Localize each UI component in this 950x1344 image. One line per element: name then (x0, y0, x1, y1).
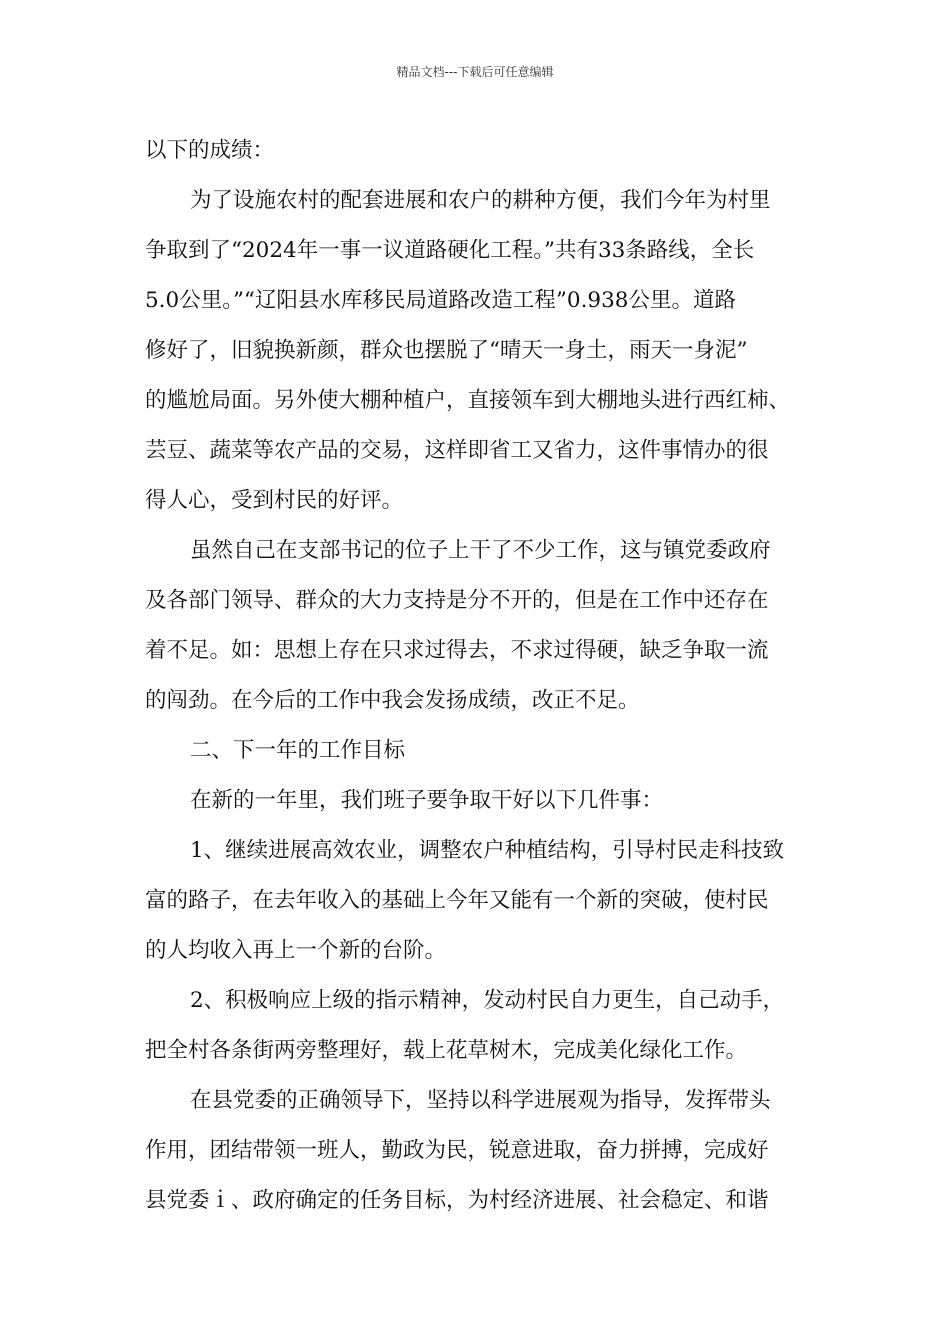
text-line: 的闯劲。在今后的工作中我会发扬成绩，改正不足。 (145, 688, 640, 713)
text-line: 在县党委的正确领导下，坚持以科学进展观为指导，发挥带头 (190, 1088, 771, 1113)
text-line: 以下的成绩： (145, 138, 275, 163)
text-line: 二、下一年的工作目标 (190, 738, 406, 763)
text-line: 的人均收入再上一个新的台阶。 (145, 938, 447, 963)
text-line: 1、继续进展高效农业，调整农户种植结构，引导村民走科技致 (190, 838, 785, 863)
text-line: 富的路子，在去年收入的基础上今年又能有一个新的突破，使村民 (145, 888, 769, 913)
text-line: 修好了，旧貌换新颜，群众也摆脱了“晴天一身土，雨天一身泥” (145, 338, 748, 363)
text-line: 的尴尬局面。另外使大棚种植户，直接领车到大棚地头进行西红柿、 (145, 388, 791, 413)
text-line: 虽然自己在支部书记的位子上干了不少工作，这与镇党委政府 (190, 538, 771, 563)
text-line: 得人心，受到村民的好评。 (145, 488, 404, 513)
text-line: 2、积极响应上级的指示精神，发动村民自力更生，自己动手， (190, 988, 785, 1013)
text-line: 把全村各条街两旁整理好，载上花草树木，完成美化绿化工作。 (145, 1038, 748, 1063)
page-header: 精品文档---下载后可任意编辑 (396, 65, 554, 79)
text-line: 为了设施农村的配套进展和农户的耕种方便，我们今年为村里 (190, 188, 771, 213)
text-line: 在新的一年里，我们班子要争取干好以下几件事： (190, 788, 664, 813)
text-line: 争取到了“2024年一事一议道路硬化工程。”共有33条路线，全长 (145, 238, 755, 263)
text-line: 芸豆、蔬菜等农产品的交易，这样即省工又省力，这件事情办的很 (145, 438, 769, 463)
text-line: 5.0公里。”“辽阳县水库移民局道路改造工程”0.938公里。道路 (145, 288, 736, 313)
text-line: 县党委ｉ、政府确定的任务目标，为村经济进展、社会稳定、和谐 (145, 1188, 769, 1213)
text-line: 及各部门领导、群众的大力支持是分不开的，但是在工作中还存在 (145, 588, 769, 613)
text-line: 着不足。如：思想上存在只求过得去，不求过得硬，缺乏争取一流 (145, 638, 769, 663)
document-body (145, 126, 810, 1226)
text-line: 作用，团结带领一班人，勤政为民，锐意进取，奋力拼搏，完成好 (145, 1138, 769, 1163)
